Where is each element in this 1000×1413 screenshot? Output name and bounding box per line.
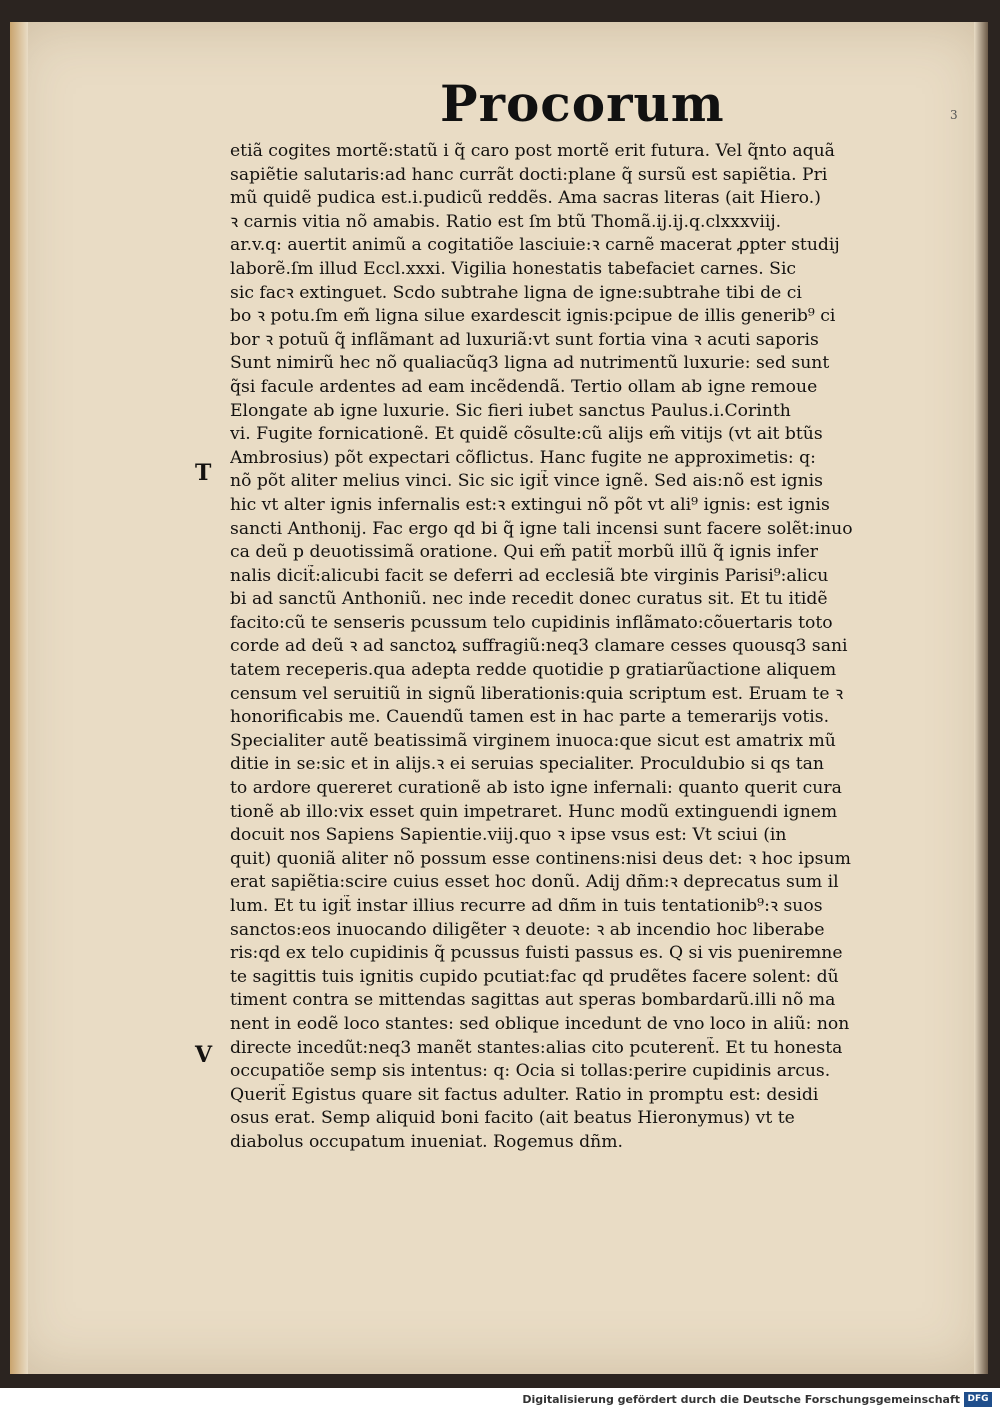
text-line: sapiẽtie salutaris:ad hanc currãt docti:plane q̃ sursũ est sapiẽtia. Pri bbox=[230, 164, 828, 185]
text-line: sancti Anthonij. Fac ergo qd bi q̃ igne tali incensi sunt facere solẽt:inuo bbox=[230, 518, 853, 539]
text-line: Sunt nimirũ hec nõ qualiacũq3 ligna ad nutrimentũ luxurie: sed sunt bbox=[230, 353, 830, 374]
text-line: tatem receperis.qua adepta redde quotidie p gratiarũactione aliquem bbox=[230, 660, 837, 681]
dfg-logo: DFG bbox=[964, 1392, 992, 1407]
text-line: q̃si facule ardentes ad eam incẽdendã. Tertio ollam ab igne remoue bbox=[230, 376, 818, 397]
text-line: tionẽ ab illo:vix esset quin impetraret. Hunc modũ extinguendi ignem bbox=[230, 801, 838, 822]
text-line: osus erat. Semp aliquid boni facito (ait beatus Hieronymus) vt te bbox=[230, 1108, 795, 1129]
footer bbox=[0, 1388, 1000, 1413]
text-line: lum. Et tu igit̃ instar illius recurre ad dñm in tuis tentationib⁹:ꝛ suos bbox=[230, 896, 823, 916]
page-edge-left bbox=[10, 22, 28, 1374]
text-line: bi ad sanctũ Anthoniũ. nec inde recedit donec curatus sit. Et tu itidẽ bbox=[230, 589, 828, 610]
text-line: Ambrosius) põt expectari cõflictus. Hanc fugite ne approximetis: q: bbox=[230, 447, 816, 468]
text-line: hic vt alter ignis infernalis est:ꝛ extingui nõ põt vt ali⁹ ignis: est ignis bbox=[230, 494, 830, 515]
text-line: censum vel seruitiũ in signũ liberationis:quia scriptum est. Eruam te ꝛ bbox=[230, 683, 844, 704]
text-line: bo ꝛ potu.ſm em̃ ligna silue exardescit ignis:pcipue de illis generib⁹ ci bbox=[230, 306, 836, 327]
text-line: Querit̃ Egistus quare sit factus adulter. Ratio in promptu est: desidi bbox=[230, 1084, 819, 1105]
page-edge-right bbox=[974, 22, 988, 1374]
digitization-credit: Digitalisierung gefördert durch die Deutsche Forschungsgemeinschaft bbox=[522, 1393, 960, 1406]
text-line: nent in eodẽ loco stantes: sed oblique incedunt de vno loco in aliũ: non bbox=[230, 1013, 850, 1034]
text-line: honorificabis me. Cauendũ tamen est in hac parte a temerarijs votis. bbox=[230, 707, 830, 728]
text-line: bor ꝛ potuũ q̃ inflãmant ad luxuriã:vt sunt fortia vina ꝛ acuti saporis bbox=[230, 329, 819, 350]
text-line: sanctos:eos inuocando diligẽter ꝛ deuote: ꝛ ab incendio hoc liberabe bbox=[230, 919, 825, 940]
text-line: corde ad deũ ꝛ ad sanctoꝝ suffragiũ:neq3 clamare cesses quousq3 sani bbox=[230, 636, 848, 657]
text-line: vi. Fugite fornicationẽ. Et quidẽ cõsulte:cũ alijs em̃ vitijs (vt ait btũs bbox=[230, 424, 823, 445]
text-line: mũ quidẽ pudica est.i.pudicũ reddẽs. Ama sacras literas (ait Hiero.) bbox=[230, 188, 821, 209]
text-line: nõ põt aliter melius vinci. Sic sic igit̃ vince ignẽ. Sed ais:nõ est ignis bbox=[230, 471, 823, 492]
text-line: diabolus occupatum inueniat. Rogemus dñm. bbox=[230, 1131, 624, 1152]
folio-mark: 3 bbox=[950, 108, 958, 122]
text-line: sic facꝛ extinguet. Scdo subtrahe ligna de igne:subtrahe tibi de ci bbox=[230, 282, 802, 303]
text-line: quit) quoniã aliter nõ possum esse continens:nisi deus det: ꝛ hoc ipsum bbox=[230, 848, 851, 869]
text-line: ditie in se:sic et in alijs.ꝛ ei seruias specialiter. Proculdubio si qs tan bbox=[230, 754, 824, 775]
body-text bbox=[230, 140, 950, 1155]
text-line: directe incedũt:neq3 manẽt stantes:alias cito pcuterent̃. Et tu honesta bbox=[230, 1037, 843, 1058]
text-line: Elongate ab igne luxurie. Sic fieri iubet sanctus Paulus.i.Corinth bbox=[230, 400, 791, 421]
text-line: Specialiter autẽ beatissimã virginem inuoca:que sicut est amatrix mũ bbox=[230, 730, 836, 751]
text-line: occupatiõe semp sis intentus: q: Ocia si tollas:perire cupidinis arcus. bbox=[230, 1061, 831, 1082]
margin-mark-second: V bbox=[195, 1042, 213, 1068]
book-page bbox=[10, 22, 988, 1374]
text-line: laborẽ.ſm illud Eccl.xxxi. Vigilia honestatis tabefaciet carnes. Sic bbox=[230, 258, 797, 279]
text-line: erat sapiẽtia:scire cuius esset hoc donũ. Adij dñm:ꝛ deprecatus sum il bbox=[230, 872, 839, 893]
text-line: nalis dicit̃:alicubi facit se deferri ad ecclesiã bte virginis Parisi⁹:alicu bbox=[230, 565, 829, 586]
text-line: te sagittis tuis ignitis cupido pcutiat:fac qd prudẽtes facere solent: dũ bbox=[230, 966, 839, 987]
text-line: docuit nos Sapiens Sapientie.viij.quo ꝛ ipse vsus est: Vt sciui (in bbox=[230, 825, 787, 846]
text-line: ris:qd ex telo cupidinis q̃ pcussus fuisti passus es. Q si vis pueniremne bbox=[230, 943, 843, 964]
text-line: timent contra se mittendas sagittas aut speras bombardarũ.illi nõ ma bbox=[230, 990, 836, 1011]
text-line: ꝛ carnis vitia nõ amabis. Ratio est ſm btũ Thomã.ij.ij.q.clxxxviij. bbox=[230, 211, 782, 232]
text-line: facito:cũ te senseris pcussum telo cupidinis inflãmato:cõuertaris toto bbox=[230, 612, 833, 633]
text-line: to ardore quereret curationẽ ab isto igne infernali: quanto querit cura bbox=[230, 778, 842, 799]
text-line: ca deũ p deuotissimã oratione. Qui em̃ patit̃ morbũ illũ q̃ ignis infer bbox=[230, 542, 819, 563]
text-line: etiã cogites mortẽ:statũ i q̃ caro post mortẽ erit futura. Vel q̃nto aquã bbox=[230, 141, 835, 161]
running-title: Procorum bbox=[440, 74, 725, 133]
margin-mark-first: T bbox=[195, 460, 212, 486]
text-line: ar.v.q: auertit animũ a cogitatiõe lasciuie:ꝛ carnẽ macerat ꝓpter studij bbox=[230, 235, 840, 256]
